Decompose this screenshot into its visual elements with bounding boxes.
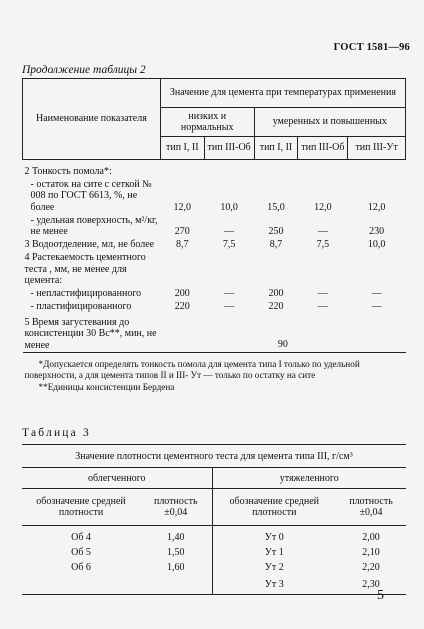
cell-value: 250 (268, 225, 284, 237)
cell-value: — (317, 287, 328, 299)
table-row (23, 313, 406, 352)
footnote-2: **Единицы консистенции Бердена (38, 381, 175, 392)
cell-value: 220 (268, 301, 284, 313)
light-density: 1,50 (140, 545, 212, 560)
cell-value: — (317, 225, 328, 237)
cell-value: 12,0 (314, 201, 332, 213)
type-header: тип III-Об (298, 137, 348, 160)
type-header: тип I, II (160, 137, 204, 160)
table-row (23, 238, 406, 251)
row-label: - непластифицированного (30, 287, 142, 299)
cell-value: 10,0 (220, 201, 238, 213)
cell-value: — (371, 301, 382, 313)
table-row (23, 300, 406, 313)
cell-value: — (371, 287, 382, 299)
light-density: 1,60 (140, 560, 212, 575)
table-2 (22, 78, 406, 394)
column-header-heavy: утяжеленного (212, 468, 406, 489)
row-label: 2 Тонкость помола*: (24, 166, 112, 177)
page-number: 5 (377, 588, 384, 603)
table-3 (22, 444, 406, 595)
cell-value: 7,5 (222, 239, 236, 251)
cell-value: 200 (174, 287, 190, 299)
column-header-indicator: Наименование показателя (23, 79, 161, 160)
cell-value: 8,7 (269, 239, 283, 251)
table-row (23, 178, 406, 214)
column-header-light: облегченного (22, 468, 212, 489)
light-designation (22, 575, 140, 595)
light-density (140, 575, 212, 595)
row-label: - пластифицированного (30, 301, 132, 313)
heavy-designation: Ут 3 (264, 579, 284, 590)
heavy-density: 2,00 (362, 532, 380, 543)
type-header: тип III-Ут (348, 137, 406, 160)
heavy-density: 2,20 (362, 562, 380, 573)
cell-value: 200 (268, 287, 284, 299)
cell-value: 230 (369, 225, 385, 237)
column-header-density: плотность ±0,04 (336, 489, 406, 526)
cell-value: 12,0 (367, 201, 386, 213)
cell-value: — (224, 287, 235, 299)
footnote-1: *Допускается определять тонкость помола для цемента типа I только по удельной поверхности, а для цемента типов II и III- Ут — только по остатку на сите (24, 358, 360, 381)
column-header-value: Значение для цемента при температурах применения (160, 79, 405, 108)
column-header-low-temp: низких и нормальных (160, 108, 254, 137)
table-row (23, 160, 406, 179)
heavy-density: 2,10 (362, 547, 380, 558)
table-row (22, 575, 406, 595)
cell-value: — (317, 301, 328, 313)
light-designation: Об 6 (71, 562, 91, 573)
column-header-designation: обозначение средней плотности (212, 489, 336, 526)
table-row (23, 214, 406, 238)
column-header-moderate-temp: умеренных и повышенных (254, 108, 405, 137)
light-density: 1,40 (140, 526, 212, 546)
heavy-designation: Ут 2 (264, 562, 284, 573)
cell-value: 10,0 (367, 239, 386, 251)
light-designation: Об 4 (71, 532, 91, 543)
table-continuation-caption: Продолжение таблицы 2 (22, 64, 146, 76)
heavy-designation: Ут 1 (264, 547, 284, 558)
heavy-designation: Ут 0 (264, 532, 284, 543)
row-label: - остаток на сите с сеткой № 008 по ГОСТ 6613, %, не более (30, 179, 152, 213)
table-row (23, 287, 406, 300)
row-label: 5 Время загустевания до консистенции 30 Вс**, мин, не менее (24, 317, 157, 351)
cell-value: 220 (174, 301, 190, 313)
light-designation: Об 5 (71, 547, 91, 558)
cell-value: 90 (277, 338, 288, 350)
row-label: - удельная поверхность, м²/кг, не менее (30, 214, 158, 237)
row-label: 3 Водоотделение, мл, не более (24, 239, 155, 251)
cell-value: 8,7 (176, 239, 189, 251)
cell-value: 270 (174, 225, 190, 237)
column-header-density: плотность ±0,04 (140, 489, 212, 526)
table-3-header: Значение плотности цементного теста для цемента типа III, г/см³ (22, 445, 406, 468)
cell-value: 15,0 (267, 201, 285, 213)
table-row (23, 251, 406, 287)
type-header: тип I, II (254, 137, 298, 160)
table-row (22, 526, 406, 546)
cell-value: 12,0 (173, 201, 192, 213)
cell-value: — (224, 301, 235, 313)
column-header-designation: обозначение средней плотности (22, 489, 140, 526)
table-row (22, 545, 406, 560)
table-3-title: Таблица 3 (22, 427, 91, 439)
table-row (22, 560, 406, 575)
row-label: 4 Растекаемость цементного теста , мм, не менее для цемента: (24, 252, 146, 286)
type-header: тип III-Об (204, 137, 254, 160)
heavy-density: 2,30 (362, 579, 380, 590)
document-code: ГОСТ 1581—96 (333, 42, 410, 53)
cell-value: 7,5 (316, 239, 330, 251)
cell-value: — (224, 225, 235, 237)
